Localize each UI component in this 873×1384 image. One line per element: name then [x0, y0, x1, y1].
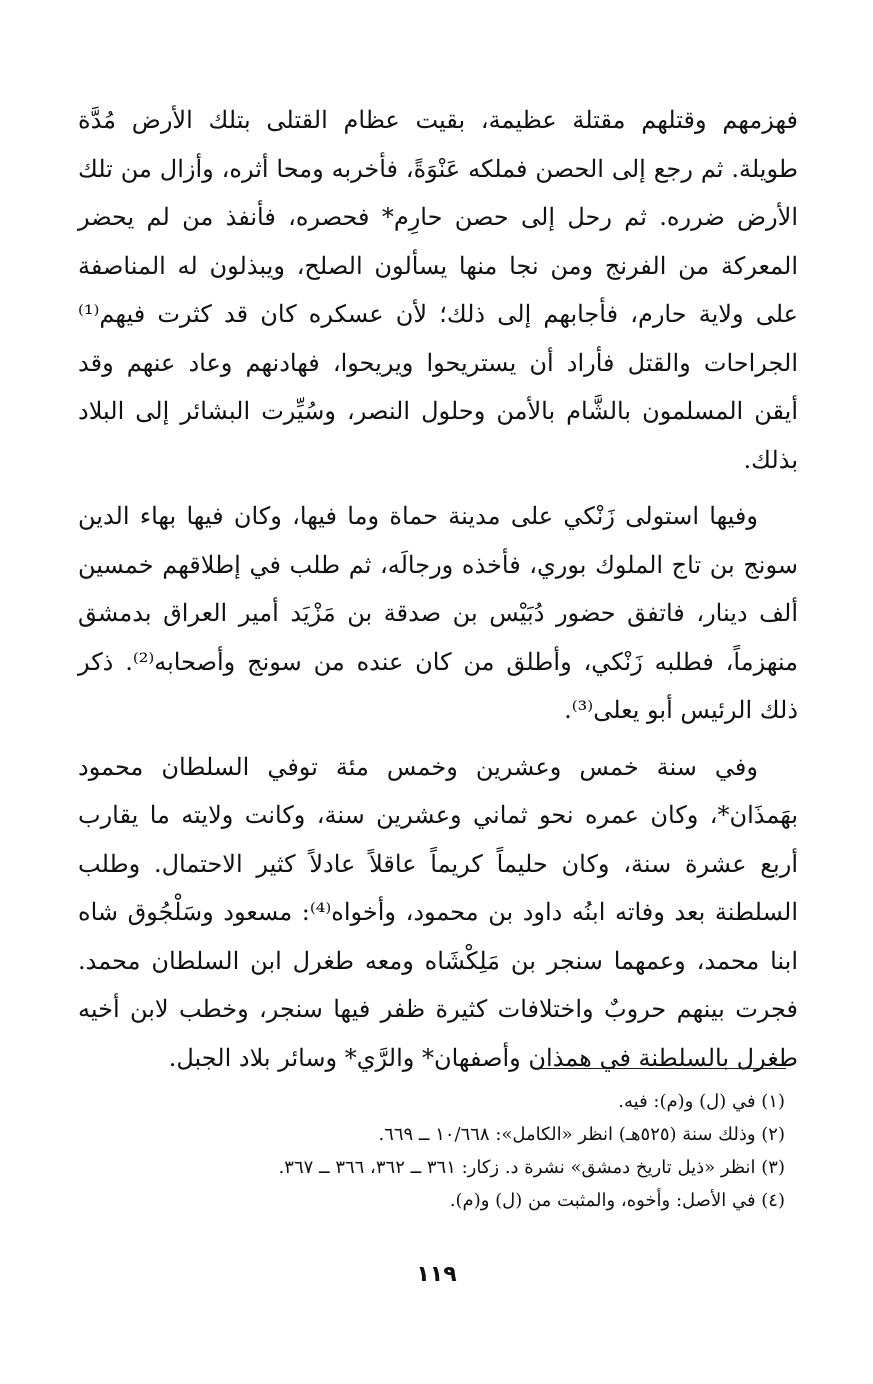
- footnote-3: (٣) انظر «ذيل تاريخ دمشق» نشرة د. زكار: ٣٦١ ــ ٣٦٢، ٣٦٦ ــ ٣٦٧.: [278, 1157, 785, 1178]
- paragraph-3: وفي سنة خمس وعشرين وخمس مئة توفي السلطان محمود بهَمذَان*، وكان عمره نحو ثماني وعشرين سنة، وكانت ولايته ما يقارب أربع عشرة سنة، وكان حليماً كريماً عاقلاً عادلاً كثير الاحتمال. وطلب السلطنة بعد وفاته ابنُه داود بن محمود، وأخواه⁽⁴⁾: مسعود وسَلْجُوق شاه ابنا محمد، وعمهما سنجر بن مَلِكْشَاه ومعه طغرل ابن السلطان محمد. فجرت بينهم حروبٌ واختلافات كثيرة ظفر فيها سنجر، وخطب لابن أخيه طغرل بالسلطنة في همذان وأصفهان* والرَّي* وسائر بلاد الجبل.: [78, 752, 798, 1072]
- footnote-2: (٢) وذلك سنة (٥٢٥هـ) انظر «الكامل»: ١٠/٦٦٨ ــ ٦٦٩.: [378, 1124, 785, 1145]
- footnotes: [150, 1085, 785, 1217]
- paragraph-1: فهزمهم وقتلهم مقتلة عظيمة، بقيت عظام القتلى بتلك الأرض مُدَّة طويلة. ثم رجع إلى الحصن فملكه عَنْوَةً، فأخربه ومحا أثره، وأزال من تلك الأرض ضرره. ثم رحل إلى حصن حارِم* فحصره، فأنفذ من لم يحضر المعركة من الفرنج ومن نجا منها يسألون الصلح، ويبذلون له المناصفة على ولاية حارم، فأجابهم إلى ذلك؛ لأن عسكره كان قد كثرت فيهم⁽¹⁾ الجراحات والقتل فأراد أن يستريحوا ويريحوا، فهادنهم وعاد عنهم وقد أيقن المسلمون بالشَّام بالأمن وحلول النصر، وسُيِّرت البشائر إلى البلاد بذلك.: [78, 106, 798, 474]
- footnote-separator: [538, 1068, 786, 1069]
- footnote-1: (١) في (ل) و(م): فيه.: [618, 1091, 785, 1112]
- main-text: [78, 96, 798, 1082]
- page-number: ١١٩: [416, 1262, 457, 1287]
- footnote-4: (٤) في الأصل: وأخوه، والمثبت من (ل) و(م).: [449, 1190, 785, 1211]
- paragraph-2: وفيها استولى زَنْكي على مدينة حماة وما فيها، وكان فيها بهاء الدين سونج بن تاج الملوك بوري، فأخذه ورجالَه، ثم طلب في إطلاقهم خمسين ألف دينار، فاتفق حضور دُبَيْس بن صدقة بن مَزْيَد أمير العراق بدمشق منهزماً، فطلبه زَنْكي، وأطلق من كان عنده من سونج وأصحابه⁽²⁾. ذكر ذلك الرئيس أبو يعلى⁽³⁾.: [78, 502, 798, 724]
